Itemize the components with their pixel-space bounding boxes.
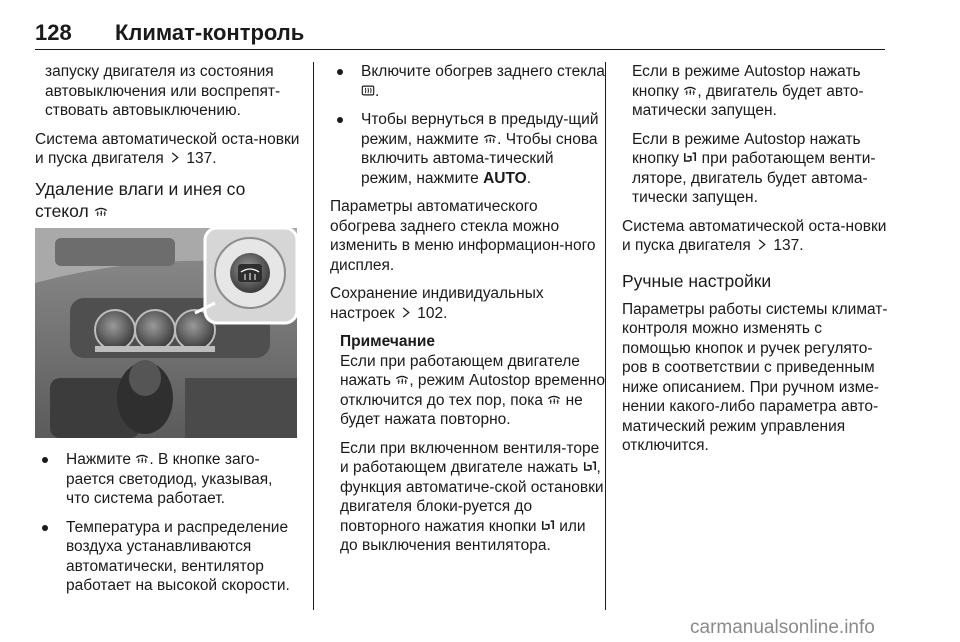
note-title: Примечание <box>340 333 435 350</box>
paragraph-stop-start-ref-2: Система автоматической оста-новки и пуска двигателя 137. <box>622 217 887 254</box>
page-ref-arrow-icon <box>755 238 769 251</box>
paragraph-autostop-fan: Если в режиме Autostop нажать кнопку при работающем венти-ляторе, двигатель будет автома-тически запущен. <box>632 130 876 206</box>
rear-window-heating-icon <box>361 84 375 97</box>
fan-speed-icon <box>583 460 597 473</box>
watermark: carmanualsonline.info <box>690 617 875 638</box>
bullet-press-defrost: Нажмите . В кнопке заго-рается светодиод, указывая, что система работает. <box>35 450 300 509</box>
page-number: 128 <box>35 20 72 45</box>
bullet-dot <box>42 525 48 531</box>
windshield-defrost-icon <box>547 393 561 406</box>
page-ref-link[interactable]: 137. <box>773 237 804 254</box>
page-ref-link[interactable]: 102. <box>417 304 448 322</box>
section-heading-defog: Удаление влаги и инея со стекол <box>35 178 246 221</box>
bullet-dot <box>337 69 343 75</box>
note-block <box>330 332 605 556</box>
windshield-defrost-icon <box>683 84 697 97</box>
windshield-defrost-icon <box>94 205 108 218</box>
paragraph-rear-params: Параметры автоматического обогрева заднего стекла можно изменить в меню информацион-ного дисплея. <box>330 198 596 274</box>
bullet-return-mode: Чтобы вернуться в предыду-щий режим, нажмите . Чтобы снова включить автома-тический режим, нажмите AUTO. <box>330 110 605 188</box>
page-ref-arrow-icon <box>168 151 182 164</box>
column-divider-1 <box>313 62 314 610</box>
column-2 <box>330 62 605 565</box>
paragraph-autostop-defrost: Если в режиме Autostop нажать кнопку , двигатель будет авто-матически запущен. <box>632 63 864 119</box>
windshield-defrost-icon <box>483 132 497 145</box>
paragraph-manual-settings: Параметры работы системы климат-контроля можно изменять с помощью кнопок и ручек регулято-ров в соответствии с приведенным ниже описанием. При ручном изме-нении какого-либо параметра авто-матический режим управления отключится. <box>622 300 888 454</box>
fan-speed-icon <box>541 519 555 532</box>
climate-control-photo <box>35 228 297 438</box>
column-divider-2 <box>605 62 606 610</box>
page-ref-link[interactable]: 137. <box>186 150 217 167</box>
windshield-defrost-icon <box>395 373 409 386</box>
column-1 <box>35 62 300 232</box>
column-3 <box>622 62 892 465</box>
auto-label: AUTO <box>483 169 527 187</box>
column-1-bullets <box>35 450 300 605</box>
fan-speed-icon <box>683 151 697 164</box>
paragraph-save-settings: Сохранение индивидуальных настроек 102. <box>330 285 544 322</box>
bullet-auto-temperature: Температура и распределение воздуха устанавливаются автоматически, вентилятор работает на высокой скорости. <box>35 518 300 596</box>
windshield-defrost-icon <box>135 452 149 465</box>
bullet-dot <box>42 457 48 463</box>
paragraph-autostop-continuation: запуску двигателя из состояния автовыключения или воспрепят-ствовать автовыключению. <box>45 63 281 119</box>
paragraph-stop-start-ref: Система автоматической оста-новки и пуска двигателя 137. <box>35 130 300 167</box>
page-header <box>35 20 885 50</box>
section-heading-manual: Ручные настройки <box>622 270 772 291</box>
header-rule <box>35 49 885 50</box>
bullet-dot <box>337 117 343 123</box>
note-paragraph-2: Если при включенном вентиля-торе и работающем двигателе нажать , функция автоматиче-ской остановки двигателя блоки-руется до повторного нажатия кнопки или до выключения вентилятора. <box>340 439 604 554</box>
bullet-rear-heating: Включите обогрев заднего стекла . <box>330 62 605 101</box>
note-paragraph-1: Если при работающем двигателе нажать , режим Autostop временно отключится до тех пор, пока не будет нажата повторно. <box>340 352 605 428</box>
chapter-title: Климат-контроль <box>115 20 305 45</box>
page-ref-arrow-icon <box>399 306 413 319</box>
